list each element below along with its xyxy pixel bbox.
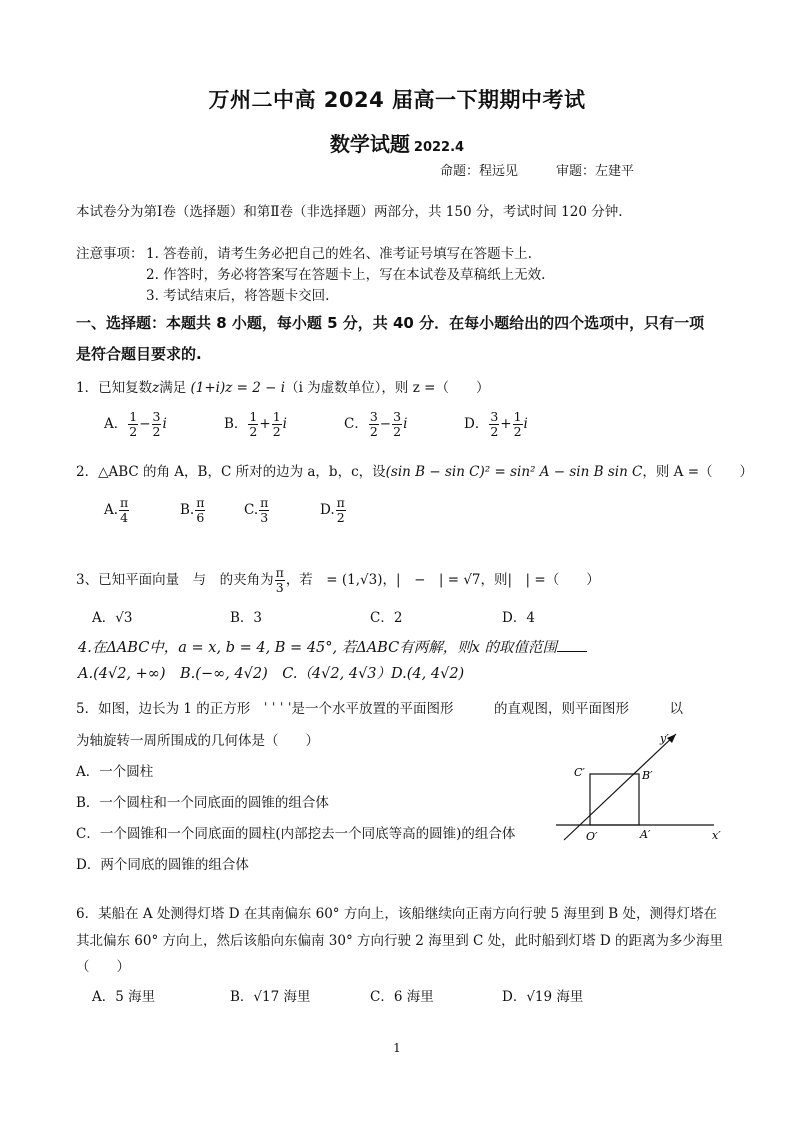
q5-option-b: B．一个圆柱和一个同底面的圆锥的组合体	[76, 795, 329, 811]
q2-option-b: B. $\frac{\pi}{6}$	[180, 495, 205, 525]
exam-date: 2022.4	[413, 140, 465, 155]
q2-equation: (sin B − sin C)² = sin² A − sin B sin C	[385, 464, 643, 480]
section-heading-cont: 是符合题目要求的.	[76, 345, 202, 363]
q5-option-c: C．一个圆锥和一个同底面的圆柱(内部挖去一个同底等高的圆锥)的组合体	[76, 826, 516, 842]
q6-option-b: B．√17 海里	[230, 989, 311, 1005]
note-item: 3. 考试结束后，将答题卡交回.	[146, 288, 330, 304]
q2-option-d: D. $\frac{\pi}{2}$	[320, 495, 345, 525]
answer-blank	[557, 651, 587, 652]
intro-text: 本试卷分为第Ⅰ卷（选择题）和第Ⅱ卷（非选择题）两部分，共 150 分，考试时间 120 分钟.	[76, 204, 623, 220]
q6-option-a: A．5 海里	[92, 989, 156, 1005]
q5-oblique-figure	[556, 726, 726, 848]
q5-option-a: A．一个圆柱	[76, 764, 154, 780]
q2-option-c: C. $\frac{\pi}{3}$	[244, 495, 269, 525]
exam-title: 万州二中高 2024 届高一下期期中考试	[208, 88, 586, 112]
q1-option-d: D． $\frac{3}{2}$ + $\frac{1}{2}$ i	[464, 409, 528, 439]
label-y: y′	[660, 732, 669, 745]
label-c: C′	[574, 766, 585, 779]
q3-option-d: D．4	[502, 610, 535, 626]
question-5: 5．如图，边长为 1 的正方形 ˈ ˈ ˈ ˈ是一个水平放置的平面图形 的直观图，则平面图形 以	[76, 701, 683, 717]
reviewer-label: 审题：左建平	[556, 164, 635, 179]
q3-option-a: A．√3	[92, 610, 133, 626]
question-6-cont: 其北偏东 60° 方向上，然后该船向东偏南 30° 方向行驶 2 海里到 C 处，此时船到灯塔 D 的距离为多少海里	[76, 933, 724, 949]
question-6-paren: （ ）	[76, 959, 130, 975]
square-ocba	[590, 774, 639, 825]
label-a: A′	[640, 828, 651, 841]
q3-options	[92, 606, 652, 628]
note-item: 2. 作答时，务必将答案写在答题卡上，写在本试卷及草稿纸上无效.	[146, 267, 546, 283]
q1-options	[104, 410, 704, 450]
question-2: 2．△ABC 的角 A，B，C 所对的边为 a，b，c，设(sin B − sin C)² = sin² A − sin B sin C，则 A =（ ）	[76, 464, 754, 480]
section-heading: 一、选择题：本题共 8 小题，每小题 5 分，共 40 分．在每小题给出的四个选项中，只有一项	[76, 314, 705, 332]
subtitle-text: 数学试题	[329, 132, 410, 156]
y-axis	[564, 734, 676, 840]
q2-option-a: A. $\frac{\pi}{4}$	[104, 495, 129, 525]
q2-options	[104, 496, 424, 536]
notes-label: 注意事项：	[76, 246, 144, 262]
q6-option-d: D．√19 海里	[502, 989, 584, 1005]
question-3: 3、已知平面向量 与 的夹角为 $\frac{\pi}{3}$ ，若 = (1,√3)，| − | = √7，则| | =（ ）	[76, 565, 600, 595]
question-5-cont: 为轴旋转一周所围成的几何体是（ ）	[76, 733, 319, 749]
q6-option-c: C．6 海里	[370, 989, 434, 1005]
question-4: 4.在ΔABC中，a = x, b = 4, B = 45°, 若ΔABC有两解，则x 的取值范围	[78, 638, 587, 658]
author-label: 命题：程远见	[440, 164, 519, 179]
q1-equation: (1+i)z = 2 − i	[190, 380, 286, 396]
label-b: B′	[642, 769, 653, 782]
page-number: 1	[393, 1041, 401, 1055]
note-item: 1. 答卷前，请考生务必把自己的姓名、准考证号填写在答题卡上.	[146, 246, 532, 262]
question-6: 6．某船在 A 处测得灯塔 D 在其南偏东 60° 方向上，该船继续向正南方向行驶 5 海里到 B 处，测得灯塔在	[76, 906, 718, 922]
authors-line	[440, 160, 672, 179]
q3-option-c: C．2	[370, 610, 403, 626]
q4-options: A.(4√2, +∞) B.(−∞, 4√2) C.（4√2, 4√3）D.(4, 4√2)	[78, 666, 465, 682]
label-o: O′	[586, 830, 598, 843]
q1-option-c: C． $\frac{3}{2}$ − $\frac{3}{2}$ i	[344, 409, 408, 439]
label-x: x′	[712, 829, 721, 842]
exam-subtitle	[0, 128, 794, 157]
q6-options	[92, 985, 652, 1007]
q1-option-b: B． $\frac{1}{2}$ + $\frac{1}{2}$ i	[224, 409, 287, 439]
question-1: 1．已知复数z满足 (1+i)z = 2 − i（i 为虚数单位），则 z =（ ）	[76, 380, 490, 396]
q3-option-b: B．3	[230, 610, 263, 626]
q1-option-a: A． $\frac{1}{2}$ − $\frac{3}{2}$ i	[104, 409, 167, 439]
q5-option-d: D．两个同底的圆锥的组合体	[76, 857, 249, 873]
